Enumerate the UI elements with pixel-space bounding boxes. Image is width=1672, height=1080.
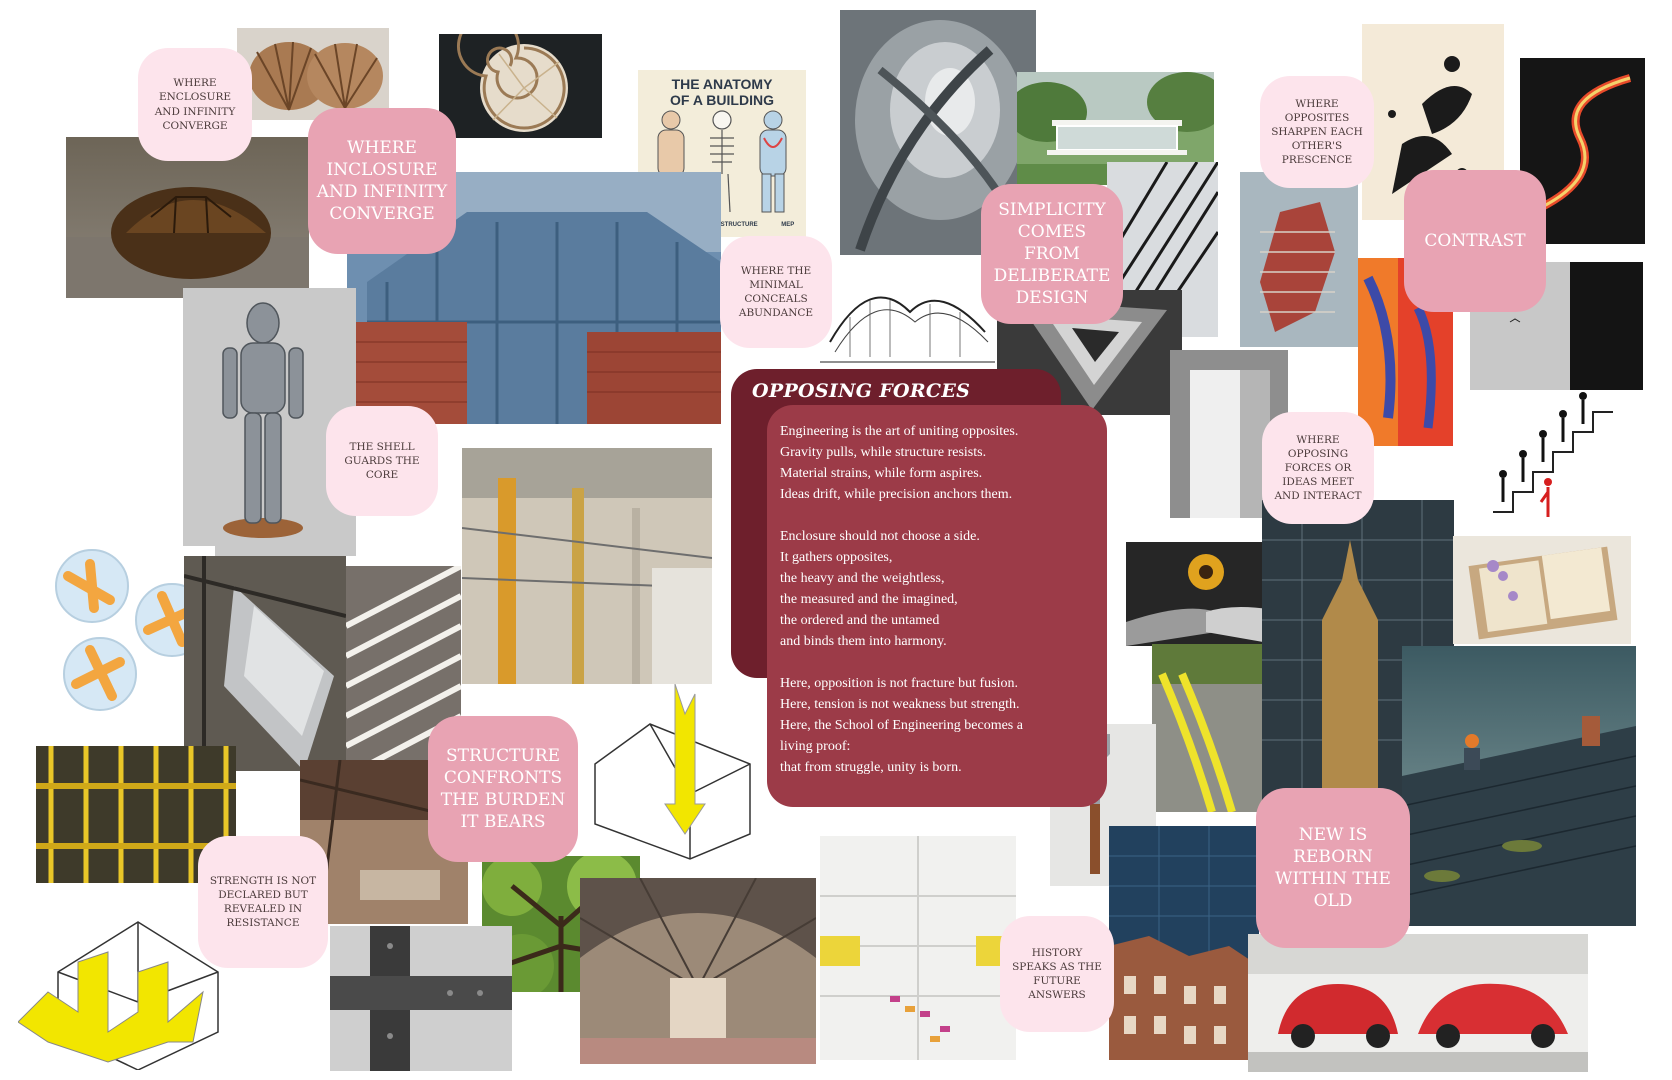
bubble-opposing-forces-meet: WHERE OPPOSING FORCES OR IDEAS MEET AND INTERACT	[1262, 412, 1374, 524]
brownstone-glass-tower-photo	[1109, 826, 1259, 1060]
yellow-road-lines-photo	[1152, 644, 1262, 812]
panel-text-line: and binds them into harmony.	[780, 634, 947, 649]
anatomy-title-line2: OF A BUILDING	[670, 92, 774, 108]
panel-text-line: Gravity pulls, while structure resists.	[780, 445, 987, 460]
house-folded-arrow-diagram	[18, 912, 222, 1070]
historic-hall-interior-photo	[580, 878, 816, 1064]
anatomy-title	[638, 76, 806, 108]
house-arrow-diagram	[590, 684, 755, 864]
bubble-simplicity: SIMPLICITY COMES FROM DELIBERATE DESIGN	[981, 184, 1123, 324]
panel-text-line: Enclosure should not choose a side.	[780, 529, 980, 544]
vintage-book-flowers-photo	[1453, 536, 1631, 644]
seashells-photo	[237, 28, 389, 120]
panel-title: OPPOSING FORCES	[752, 380, 971, 402]
iron-beams-photo	[330, 926, 512, 1071]
roofer-storm-photo	[1402, 646, 1636, 926]
bubble-new-reborn: NEW IS REBORN WITHIN THE OLD	[1256, 788, 1410, 948]
panel-text-line: Here, tension is not weakness but strength.	[780, 697, 1020, 712]
panel-text-line: living proof:	[780, 739, 851, 754]
anatomy-label-structure: STRUCTURE	[720, 222, 758, 228]
panel-text-line: that from struggle, unity is born.	[780, 760, 962, 775]
steel-structure-photo	[184, 556, 346, 771]
panel-paragraph-gap	[780, 652, 1095, 673]
bubble-opposites-sharpen: WHERE OPPOSITES SHARPEN EACH OTHER'S PRESCENCE	[1260, 76, 1374, 188]
panel-text-line: the ordered and the untamed	[780, 613, 940, 628]
anatomy-label-mep: MEP	[781, 222, 795, 228]
bubble-structure-burden: STRUCTURE CONFRONTS THE BURDEN IT BEARS	[428, 716, 578, 862]
atrium-interior-photo	[820, 836, 1016, 1060]
nautilus-shell-photo	[439, 34, 602, 138]
bubble-contrast: CONTRAST	[1404, 170, 1546, 312]
arch-structure-sketch	[820, 262, 995, 372]
stairs-figures-illustration	[1493, 392, 1613, 522]
panel-text-line: the heavy and the weightless,	[780, 571, 945, 586]
panel-text-line: Material strains, while form aspires.	[780, 466, 983, 481]
bubble-inclosure-infinity: WHERE INCLOSURE AND INFINITY CONVERGE	[308, 108, 456, 254]
panel-text-line: Engineering is the art of uniting opposites.	[780, 424, 1019, 439]
panel-text-line: Here, opposition is not fracture but fusion.	[780, 676, 1018, 691]
opposing-forces-text-panel	[767, 405, 1107, 807]
panel-paragraph-gap	[780, 505, 1095, 526]
panel-text-line: Ideas drift, while precision anchors them.	[780, 487, 1013, 502]
panel-text-line: the measured and the imagined,	[780, 592, 958, 607]
panel-text-line: Here, the School of Engineering becomes a	[780, 718, 1023, 733]
classic-modern-porsche-photo	[1248, 934, 1588, 1072]
bubble-enclosure-infinity-small: WHERE ENCLOSURE AND INFINITY CONVERGE	[138, 48, 252, 161]
brick-behind-plaster-photo	[1240, 172, 1358, 347]
interior-columns-photo	[462, 448, 712, 684]
panel-text-line: It gathers opposites,	[780, 550, 893, 565]
turtle-photo	[66, 137, 309, 298]
bubble-strength-resistance: STRENGTH IS NOT DECLARED BUT REVEALED IN RESISTANCE	[198, 836, 328, 968]
bubble-minimal-abundance: WHERE THE MINIMAL CONCEALS ABUNDANCE	[720, 236, 832, 348]
bubble-shell-core: THE SHELL GUARDS THE CORE	[326, 406, 438, 516]
bubble-history-future: HISTORY SPEAKS AS THE FUTURE ANSWERS	[1000, 916, 1114, 1032]
anatomy-title-line1: THE ANATOMY	[671, 76, 773, 92]
